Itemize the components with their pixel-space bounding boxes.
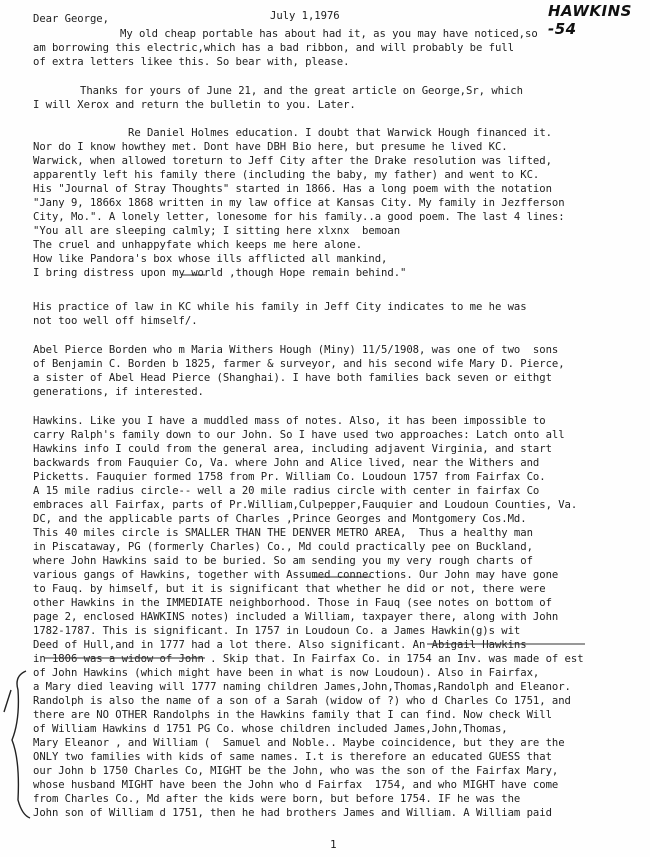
text-line: carry Ralph's family down to our John. So I have used two approaches: Latch onto all xyxy=(33,429,565,441)
text-line: "Jany 9, 1866x 1868 written in my law office at Kansas City. My family in Jezfferson xyxy=(33,197,565,209)
text-line: Re Daniel Holmes education. I doubt that Warwick Hough financed it. xyxy=(128,127,552,139)
text-line: His "Journal of Stray Thoughts" started in 1866. Has a long poem with the notation xyxy=(33,183,552,195)
text-line: where John Hawkins said to be buried. So am sending you my very rough charts of xyxy=(33,555,533,567)
text-line: to Fauq. by himself, but it is significant that whether he did or not, there were xyxy=(33,583,546,595)
margin-bracket-curve xyxy=(12,671,30,818)
text-line: of John Hawkins (which might have been in what is now Loudoun). Also in Fairfax, xyxy=(33,667,540,679)
text-line: Randolph is also the name of a son of a Sarah (widow of ?) who d Charles Co 1751, and xyxy=(33,695,571,707)
text-line: apparently left his family there (including the baby, my father) and went to KC. xyxy=(33,169,540,181)
text-line: Abel Pierce Borden who m Maria Withers Hough (Miny) 11/5/1908, was one of two sons xyxy=(33,344,559,356)
text-line: John son of William d 1751, then he had brothers James and William. A William paid xyxy=(33,807,552,819)
text-line: other Hawkins in the IMMEDIATE neighborhood. Those in Fauq (see notes on bottom of xyxy=(33,597,552,609)
text-line: My old cheap portable has about had it, as you may have noticed,so xyxy=(120,28,538,40)
text-line: embraces all Fairfax, parts of Pr.William,Culpepper,Fauquier and Loudoun Counties, Va. xyxy=(33,499,578,511)
text-line: am borrowing this electric,which has a bad ribbon, and will probably be full xyxy=(33,42,514,54)
text-line: Warwick, when allowed toreturn to Jeff City after the Drake resolution was lifted, xyxy=(33,155,552,167)
text-line: of Benjamin C. Borden b 1825, farmer & surveyor, and his second wife Mary D. Pierce, xyxy=(33,358,565,370)
text-line: Hawkins. Like you I have a muddled mass of notes. Also, it has been impossible to xyxy=(33,415,546,427)
text-line: Mary Eleanor , and William ( Samuel and Noble.. Maybe coincidence, but they are the xyxy=(33,737,565,749)
text-line: various gangs of Hawkins, together with Assumed connections. Our John may have gone xyxy=(33,569,559,581)
text-line: This 40 miles circle is SMALLER THAN THE DENVER METRO AREA, Thus a healthy man xyxy=(33,527,533,539)
text-line: generations, if interested. xyxy=(33,386,204,398)
text-line: "You all are sleeping calmly; I sitting here xlxnx bemoan xyxy=(33,225,401,237)
text-line: Deed of Hull,and in 1777 had a lot there. Also significant. An Abigail Hawkins xyxy=(33,639,527,651)
text-line: How like Pandora's box whose ills afflicted all mankind, xyxy=(33,253,388,265)
text-line: page 2, enclosed HAWKINS notes) included a William, taxpayer there, along with John xyxy=(33,611,559,623)
text-line: Hawkins info I could from the general area, including adjavent Virginia, and start xyxy=(33,443,552,455)
text-line: of extra letters likee this. So bear with, please. xyxy=(33,56,350,68)
text-line: The cruel and unhappyfate which keeps me here alone. xyxy=(33,239,363,251)
text-line: His practice of law in KC while his family in Jeff City indicates to me he was xyxy=(33,301,527,313)
text-line: A 15 mile radius circle-- well a 20 mile radius circle with center in fairfax Co xyxy=(33,485,540,497)
text-line: our John b 1750 Charles Co, MIGHT be the John, who was the son of the Fairfax Mary, xyxy=(33,765,559,777)
text-line: not too well off himself/. xyxy=(33,315,198,327)
text-line: 1782-1787. This is significant. In 1757 in Loudoun Co. a James Hawkin(g)s wit xyxy=(33,625,521,637)
text-line: there are NO OTHER Randolphs in the Hawkins family that I can find. Now check Will xyxy=(33,709,552,721)
text-line: from Charles Co., Md after the kids were born, but before 1754. IF he was the xyxy=(33,793,521,805)
text-line: Nor do I know howthey met. Dont have DBH Bio here, but presume he lived KC. xyxy=(33,141,508,153)
text-line: of William Hawkins d 1751 PG Co. whose children included James,John,Thomas, xyxy=(33,723,508,735)
letter-date: July 1,1976 xyxy=(270,10,340,22)
text-line: DC, and the applicable parts of Charles ,Prince Georges and Montgomery Cos.Md. xyxy=(33,513,527,525)
text-line: a Mary died leaving will 1777 naming children James,John,Thomas,Randolph and Eleanor. xyxy=(33,681,571,693)
text-line: in Piscataway, PG (formerly Charles) Co., Md could practically pee on Buckland, xyxy=(33,541,533,553)
text-line: Picketts. Fauquier formed 1758 from Pr. William Co. Loudoun 1757 from Fairfax Co. xyxy=(33,471,546,483)
text-line: I will Xerox and return the bulletin to you. Later. xyxy=(33,99,356,111)
text-line: backwards from Fauquier Co, Va. where John and Alice lived, near the Withers and xyxy=(33,457,540,469)
handwritten-file-tag: HAWKINS -54 xyxy=(548,2,632,38)
text-line: ONLY two families with kids of same names. I.t is therefore an educated GUESS that xyxy=(33,751,552,763)
text-line: a sister of Abel Head Pierce (Shanghai). I have both families back seven or eithgt xyxy=(33,372,552,384)
text-line: whose husband MIGHT have been the John who d Fairfax 1754, and who MIGHT have come xyxy=(33,779,559,791)
text-line: City, Mo.". A lonely letter, lonesome for his family..a good poem. The last 4 lines: xyxy=(33,211,565,223)
text-line: in 1806 was a widow of John . Skip that. In Fairfax Co. in 1754 an Inv. was made of est xyxy=(33,653,584,665)
page-number: 1 xyxy=(330,838,337,851)
margin-slash-mark xyxy=(4,690,11,712)
text-line: Thanks for yours of June 21, and the great article on George,Sr, which xyxy=(80,85,523,97)
salutation: Dear George, xyxy=(33,13,109,25)
text-line: I bring distress upon my world ,though Hope remain behind." xyxy=(33,267,407,279)
